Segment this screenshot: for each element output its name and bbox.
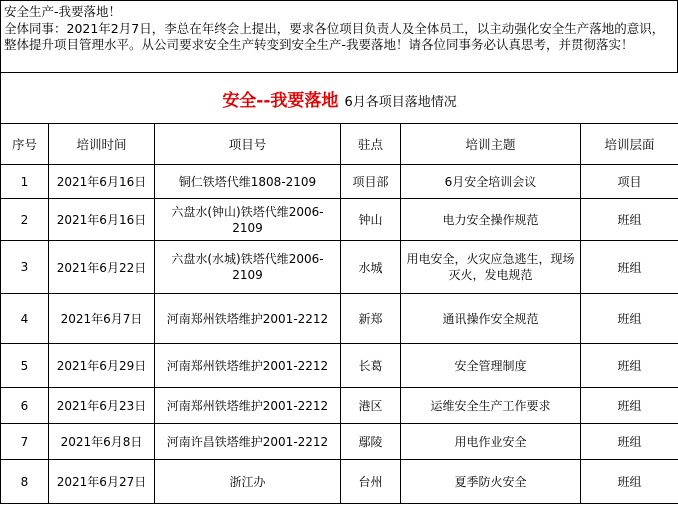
cell-site[interactable]: 新郑 xyxy=(341,294,401,344)
header-cell-level[interactable]: 培训层面 xyxy=(581,124,678,165)
cell-project[interactable]: 河南许昌铁塔维护2001-2212 xyxy=(155,424,341,460)
cell-date[interactable]: 2021年6月8日 xyxy=(49,424,155,460)
title-cell[interactable] xyxy=(1,73,678,124)
cell-no[interactable]: 8 xyxy=(1,460,49,504)
cell-no[interactable]: 4 xyxy=(1,294,49,344)
table-row xyxy=(1,460,678,504)
notice-cell[interactable] xyxy=(0,0,678,72)
table-row xyxy=(1,344,678,388)
header-cell-project[interactable]: 项目号 xyxy=(155,124,341,165)
cell-project[interactable]: 浙江办 xyxy=(155,460,341,504)
header-cell-site[interactable]: 驻点 xyxy=(341,124,401,165)
header-cell-topic[interactable]: 培训主题 xyxy=(401,124,581,165)
cell-site[interactable]: 长葛 xyxy=(341,344,401,388)
notice-body: 全体同事：2021年2月7日，李总在年终会上提出，要求各位项目负责人及全体员工，以主动强化安全生产落地的意识，整体提升项目管理水平。从公司要求安全生产转变到安全生产-我要落地！请各位同事务必认真思考，并贯彻落实！ xyxy=(4,20,665,52)
cell-no[interactable]: 7 xyxy=(1,424,49,460)
notice-heading: 安全生产-我要落地！ xyxy=(4,4,122,19)
cell-project[interactable]: 河南郑州铁塔维护2001-2212 xyxy=(155,294,341,344)
cell-topic[interactable]: 通讯操作安全规范 xyxy=(401,294,581,344)
table-row xyxy=(1,199,678,241)
title-row xyxy=(1,73,678,124)
page-title: 安全--我要落地 xyxy=(222,90,339,111)
cell-date[interactable]: 2021年6月16日 xyxy=(49,199,155,241)
cell-project[interactable]: 河南郑州铁塔维护2001-2212 xyxy=(155,388,341,424)
cell-level[interactable]: 班组 xyxy=(581,294,678,344)
cell-project[interactable]: 六盘水(钟山)铁塔代维2006-2109 xyxy=(155,199,341,241)
header-cell-no[interactable]: 序号 xyxy=(1,124,49,165)
cell-site[interactable]: 鄢陵 xyxy=(341,424,401,460)
cell-site[interactable]: 水城 xyxy=(341,241,401,294)
table-row xyxy=(1,294,678,344)
cell-site[interactable]: 项目部 xyxy=(341,165,401,199)
cell-level[interactable]: 班组 xyxy=(581,344,678,388)
cell-topic[interactable]: 用电作业安全 xyxy=(401,424,581,460)
header-row xyxy=(1,124,678,165)
cell-date[interactable]: 2021年6月23日 xyxy=(49,388,155,424)
cell-level[interactable]: 班组 xyxy=(581,388,678,424)
cell-site[interactable]: 港区 xyxy=(341,388,401,424)
cell-date[interactable]: 2021年6月27日 xyxy=(49,460,155,504)
cell-date[interactable]: 2021年6月22日 xyxy=(49,241,155,294)
cell-no[interactable]: 3 xyxy=(1,241,49,294)
cell-topic[interactable]: 电力安全操作规范 xyxy=(401,199,581,241)
table-row xyxy=(1,424,678,460)
cell-no[interactable]: 2 xyxy=(1,199,49,241)
cell-no[interactable]: 6 xyxy=(1,388,49,424)
cell-date[interactable]: 2021年6月16日 xyxy=(49,165,155,199)
cell-topic[interactable]: 安全管理制度 xyxy=(401,344,581,388)
cell-site[interactable]: 钟山 xyxy=(341,199,401,241)
cell-date[interactable]: 2021年6月7日 xyxy=(49,294,155,344)
training-table xyxy=(0,72,678,504)
cell-topic[interactable]: 6月安全培训会议 xyxy=(401,165,581,199)
table-row xyxy=(1,388,678,424)
cell-site[interactable]: 台州 xyxy=(341,460,401,504)
table-row xyxy=(1,241,678,294)
table-row xyxy=(1,165,678,199)
header-cell-date[interactable]: 培训时间 xyxy=(49,124,155,165)
cell-topic[interactable]: 夏季防火安全 xyxy=(401,460,581,504)
cell-level[interactable]: 项目 xyxy=(581,165,678,199)
cell-no[interactable]: 5 xyxy=(1,344,49,388)
cell-level[interactable]: 班组 xyxy=(581,460,678,504)
cell-no[interactable]: 1 xyxy=(1,165,49,199)
cell-date[interactable]: 2021年6月29日 xyxy=(49,344,155,388)
cell-topic[interactable]: 运维安全生产工作要求 xyxy=(401,388,581,424)
cell-level[interactable]: 班组 xyxy=(581,199,678,241)
cell-project[interactable]: 铜仁铁塔代维1808-2109 xyxy=(155,165,341,199)
page-subtitle: 6月各项目落地情况 xyxy=(344,94,457,110)
cell-project[interactable]: 六盘水(水城)铁塔代维2006-2109 xyxy=(155,241,341,294)
cell-topic[interactable]: 用电安全，火灾应急逃生，现场灭火，发电规范 xyxy=(401,241,581,294)
cell-level[interactable]: 班组 xyxy=(581,424,678,460)
cell-project[interactable]: 河南郑州铁塔维护2001-2212 xyxy=(155,344,341,388)
cell-level[interactable]: 班组 xyxy=(581,241,678,294)
